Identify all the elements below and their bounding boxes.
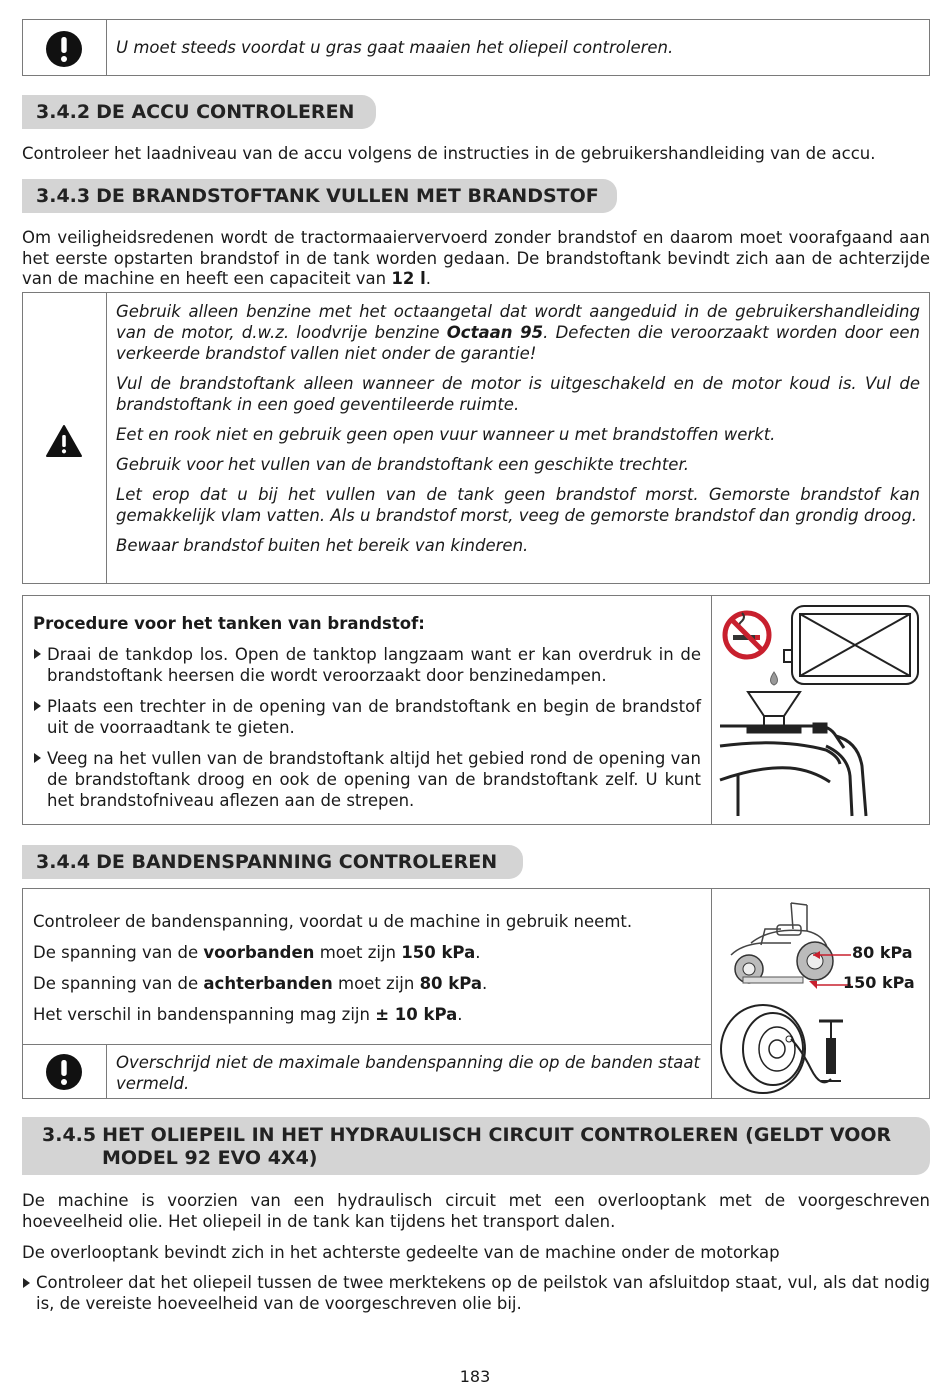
fuel-can-icon (784, 606, 918, 684)
no-smoking-icon (725, 613, 769, 657)
warning-line-4: Gebruik voor het vullen van de brandstoftank een geschikte trechter. (116, 455, 689, 474)
mower-body-outline (720, 724, 866, 816)
procedure-step: Plaats een trechter in de opening van de brandstoftank en begin de brandstof uit de voorraadtank te gieten. (33, 696, 701, 738)
procedure-box (22, 595, 930, 825)
s343-intro: Om veiligheidsredenen wordt de tractormaaiervervoerd zonder brandstof en daarom moet voorafgaand aan het eerste opstarten brandstof in de tank worden gedaan. De brandstoftank bevindt zich aan de achterzijde van de machine en heeft een capaciteit van 12 l. (22, 228, 930, 288)
warning-line-6: Bewaar brandstof buiten het bereik van kinderen. (116, 536, 529, 555)
funnel-icon (748, 692, 800, 726)
warning-line-3: Eet en rook niet en gebruik geen open vuur wanneer u met brandstoffen werkt. (116, 425, 776, 444)
exclamation-icon (45, 30, 83, 68)
tire-line-4: Het verschil in bandenspanning mag zijn ± 10 kPa. (33, 1005, 463, 1024)
warning-line-5: Let erop dat u bij het vullen van de tank geen brandstof morst. Gemorste brandstof kan gemakkelijk vlam vatten. Als u brandstof morst, veeg de gemorste brandstof dan grondig droog. (116, 485, 920, 525)
warning-line-2: Vul de brandstoftank alleen wanneer de motor is uitgeschakeld en de motor koud is. Vul de brandstoftank in een goed geventileerde ruimte. (116, 374, 920, 414)
s345-bullet: Controleer dat het oliepeil tussen de twee merktekens op de peilstok van afsluitdop staat, vul, als dat nodig is, de vereiste hoeveelheid van de voorgeschreven olie bij. (22, 1273, 930, 1314)
warning-box-fuel (22, 292, 930, 584)
notice-box-top (22, 19, 930, 76)
tire-pressure-box (22, 888, 930, 1099)
label-front-pressure: 150 kPa (843, 973, 915, 992)
warning-triangle-icon (45, 424, 83, 458)
s345-para-1: De machine is voorzien van een hydraulisch circuit met een overlooptank met de voorgeschreven hoeveelheid olie. Het oliepeil in de tank kan tijdens het transport dalen. (22, 1191, 930, 1231)
section-heading-342: 3.4.2 DE ACCU CONTROLEREN (22, 95, 376, 129)
tire-line-2: De spanning van de voorbanden moet zijn 150 kPa. (33, 943, 481, 962)
exclamation-icon (45, 1053, 83, 1091)
fuel-drop-icon (771, 672, 778, 685)
procedure-step: Draai de tankdop los. Open de tanktop langzaam want er kan overdruk in de brandstoftank heersen die wordt veroorzaakt door benzinedampen. (33, 644, 701, 686)
procedure-step: Veeg na het vullen van de brandstoftank altijd het gebied rond de opening van de brandstoftank droog en ook de opening van de brandstoftank zelf. U kunt het brandstofniveau aflezen aan de strepen. (33, 748, 701, 811)
section-heading-345-line2: MODEL 92 EVO 4X4) (102, 1147, 318, 1169)
label-rear-pressure: 80 kPa (852, 943, 913, 962)
page-number: 183 (459, 1367, 491, 1386)
refuel-illustration (718, 600, 924, 820)
warning-line-1: Gebruik alleen benzine met het octaangetal dat wordt aangeduid in de gebruikershandleiding van de motor, d.w.z. loodvrije benzine Octaan 95. Defecten die veroorzaakt worden door een verkeerde brandstof vallen niet onder de garantie! (116, 302, 920, 363)
tire-line-1: Controleer de bandenspanning, voordat u de machine in gebruik neemt. (33, 912, 633, 931)
tire-line-3: De spanning van de achterbanden moet zijn 80 kPa. (33, 974, 488, 993)
notice-top-text: U moet steeds voordat u gras gaat maaien het oliepeil controleren. (116, 38, 674, 57)
s342-text: Controleer het laadniveau van de accu volgens de instructies in de gebruikershandleiding van de accu. (22, 144, 876, 163)
section-heading-344: 3.4.4 DE BANDENSPANNING CONTROLEREN (22, 845, 523, 879)
section-heading-343: 3.4.3 DE BRANDSTOFTANK VULLEN MET BRANDSTOF (22, 179, 617, 213)
procedure-title: Procedure voor het tanken van brandstof: (33, 614, 425, 633)
tire-notice-text: Overschrijd niet de maximale bandenspanning die op de banden staat vermeld. (116, 1053, 700, 1093)
s345-para-2: De overlooptank bevindt zich in het achterste gedeelte van de machine onder de motorkap (22, 1243, 780, 1262)
section-heading-345: 3.4.5 HET OLIEPEIL IN HET HYDRAULISCH CIRCUIT CONTROLEREN (GELDT VOOR MODEL 92 EVO 4X4) (22, 1117, 930, 1175)
tire-pump-illustration (719, 999, 869, 1095)
